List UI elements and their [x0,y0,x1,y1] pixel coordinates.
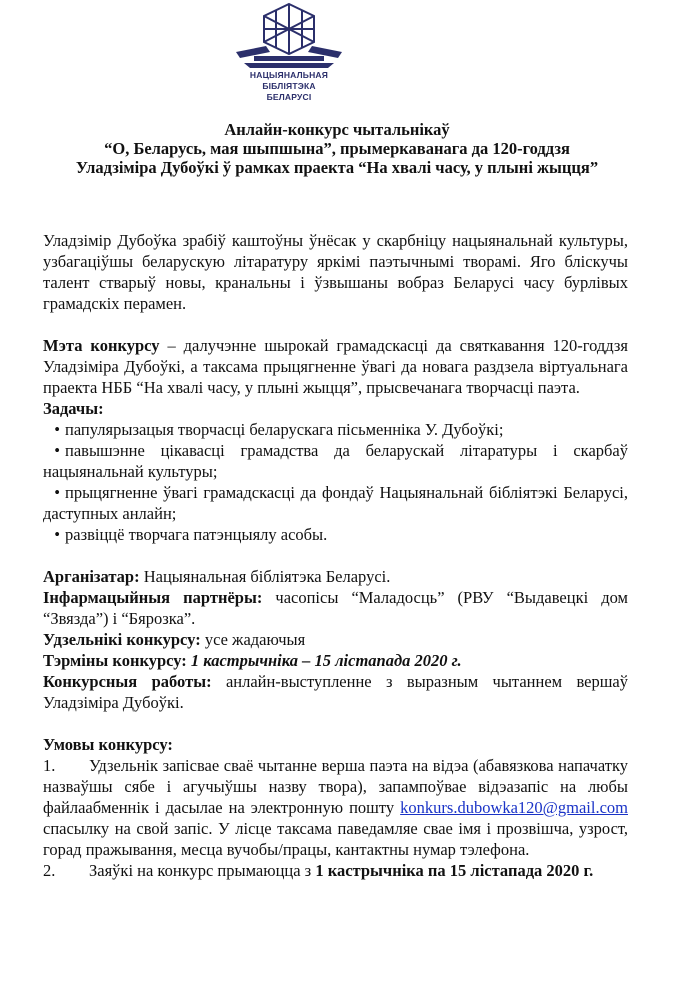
list-item: 1. Удзельнік запісвае сваё чытанне верша паэта на відэа (абавязкова напачатку назваўшы сябе і агучыўшы назву твора), запампоўвае відэазапіс на любы файлаабменнік і дасылае на электронную пошту konkurs.dubowka120@gmail.com спасылку на свой запіс. У лісце таксама паведамляе свае імя і прозвішча, узрост, горад пражывання, месца вучобы/працы, кантактны нумар тэлефона. [43,756,628,859]
list-item: • развіццё творчага патэнцыялу асобы. [43,524,628,545]
tasks-list [43,419,628,545]
bullet-icon: • [54,483,60,502]
list-item: • павышэнне цікавасці грамадства да беларускай літаратуры і скарбаў нацыянальнай культуры; [43,441,628,481]
list-item: • папулярызацыя творчасці беларускага пісьменніка У. Дубоўкі; [43,419,628,440]
bullet-icon: • [54,441,60,460]
email-link[interactable]: konkurs.dubowka120@gmail.com [400,798,628,817]
title-line3: Уладзіміра Дубоўкі ў рамках праекта “На хвалі часу, у плыні жыцця” [75,158,599,177]
title-line1: Анлайн-конкурс чытальнікаў [224,120,450,139]
logo-text-line2: БЕЛАРУСІ [266,92,312,102]
partners-line: Інфармацыйныя партнёры: часопісы “Маладосць” (РВУ “Выдавецкі дом “Звязда”) і “Бярозка”. [43,588,628,628]
conditions-heading: Умовы конкурсу: [43,735,173,754]
works-line: Конкурсныя работы: анлайн-выступленне з выразным чытаннем вершаў Уладзіміра Дубоўкі. [43,672,628,712]
goal-label: Мэта конкурсу [43,336,160,355]
title-line2: “О, Беларусь, мая шыпшына”, прымеркаванага да 120-годдзя [104,139,570,158]
logo-text-line1: НАЦЫЯНАЛЬНАЯ БІБЛІЯТЭКА [249,70,329,91]
list-item: • прыцягненне ўвагі грамадскасці да фондаў Нацыянальнай бібліятэкі Беларусі, даступных анлайн; [43,483,628,523]
document-title [60,120,614,177]
intro-paragraph: Уладзімір Дубоўка зрабіў каштоўны ўнёсак у скарбніцу нацыянальнай культуры, узбагаціўшы беларускую літаратуру яркімі паэтычнымі творамі. Яго бліскучы талент стварыў новы, кранальны і ўзвышаны вобраз Беларусі часу бурлівых грамадскіх перамен. [43,231,628,313]
bullet-icon: • [54,420,60,439]
document-body [43,230,628,881]
dates-line: Тэрміны конкурсу: 1 кастрычніка – 15 лістапада 2020 г. [43,651,462,670]
participants-line: Удзельнікі конкурсу: усе жадаючыя [43,630,306,649]
list-item: 2. Заяўкі на конкурс прымаюцца з 1 кастрычніка па 15 лістапада 2020 г. [43,861,594,880]
goal-text: – далучэнне шырокай грамадскасці да святкавання 120-годдзя Уладзіміра Дубоўкі, а таксама прыцягненне ўвагі да новага раздзела віртуальнага праекта НББ “На хвалі часу, у плыні жыцця”, прысвечанага творчасці паэта. [43,336,628,397]
organizer-line: Арганізатар: Нацыянальная бібліятэка Беларусі. [43,567,391,586]
conditions-list [43,755,628,881]
tasks-heading: Задачы: [43,399,104,418]
goal-paragraph [43,335,628,398]
library-building-icon [224,2,354,70]
bullet-icon: • [54,525,60,544]
library-logo [224,2,354,100]
